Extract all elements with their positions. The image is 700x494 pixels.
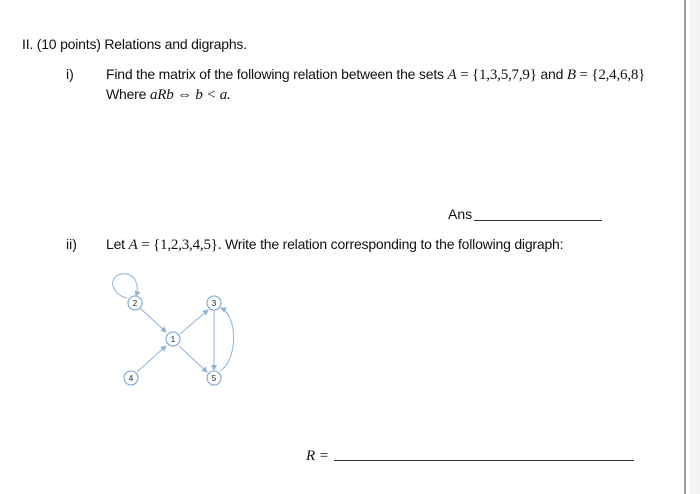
set-a2-symbol: A <box>128 237 138 253</box>
part-ii-line <box>106 236 563 254</box>
set-b-elements: = {2,4,6,8} <box>579 67 646 83</box>
instruction-text: Write the relation corresponding to the following digraph: <box>221 236 564 252</box>
digraph <box>100 268 250 396</box>
svg-text:4: 4 <box>128 374 134 383</box>
part-i-number: i) <box>66 66 74 82</box>
problem-header: II. (10 points) Relations and digraphs. <box>22 36 247 52</box>
edge-4-1 <box>137 346 166 372</box>
set-b-symbol: B <box>566 67 576 83</box>
edge-2-2 <box>113 274 138 298</box>
relation-lhs: aRb <box>149 87 174 103</box>
ans-blank-line[interactable] <box>474 220 602 221</box>
svg-text:5: 5 <box>211 374 217 383</box>
node-1 <box>166 332 180 346</box>
right-edge-strip <box>690 0 700 494</box>
ans-label: Ans <box>448 206 473 222</box>
svg-text:2: 2 <box>132 299 138 308</box>
and-text: and <box>536 66 567 82</box>
edge-5-3 <box>220 308 234 371</box>
edge-2-1 <box>140 308 166 332</box>
node-5 <box>207 371 221 385</box>
part-i-line-1 <box>106 66 645 84</box>
r-label: R = <box>306 448 330 464</box>
relation-rhs: b < a. <box>195 87 231 103</box>
edge-1-3 <box>180 310 208 334</box>
part-ii-number: ii) <box>66 236 77 252</box>
node-4 <box>124 371 138 385</box>
set-a-symbol: A <box>447 67 457 83</box>
where-text: Where <box>106 86 150 102</box>
svg-text:3: 3 <box>211 299 217 308</box>
set-a-elements: = {1,3,5,7,9} <box>460 67 537 83</box>
part-i-line-2 <box>106 86 231 104</box>
set-a2-elements: = {1,2,3,4,5}. <box>141 237 222 253</box>
part-i-text: Find the matrix of the following relation between the sets <box>106 66 448 82</box>
iff-symbol: ⇔ <box>173 87 196 103</box>
let-text: Let <box>106 236 129 252</box>
edge-1-5 <box>179 346 207 372</box>
r-blank-line[interactable] <box>334 460 634 461</box>
node-3 <box>207 296 221 310</box>
svg-text:1: 1 <box>170 335 176 344</box>
node-2 <box>128 296 142 310</box>
